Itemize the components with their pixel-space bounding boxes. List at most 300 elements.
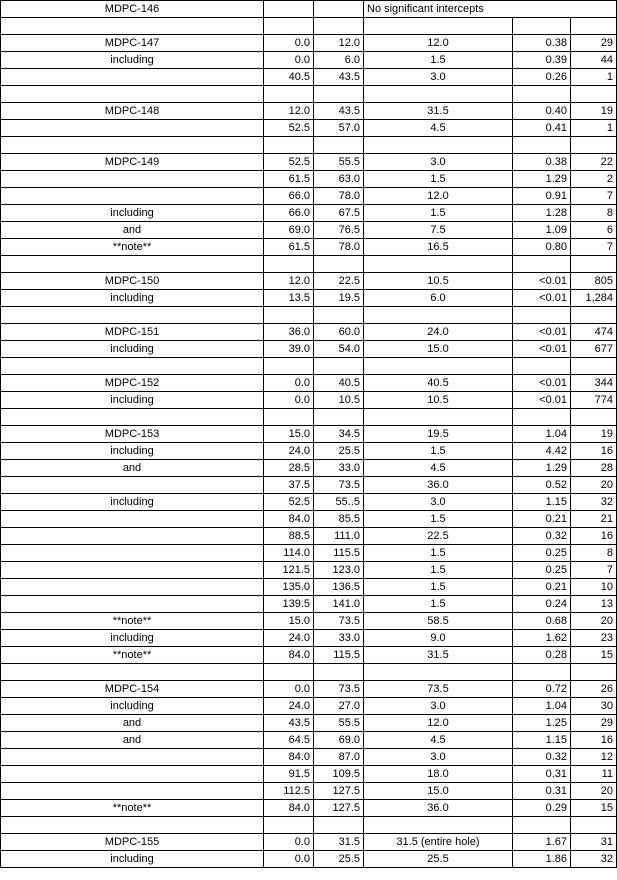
grade-cell: 1.15	[513, 732, 571, 749]
value-cell: 8	[571, 205, 617, 222]
length-cell: 1.5	[364, 52, 513, 69]
length-cell: 15.0	[364, 341, 513, 358]
value-cell: 11	[571, 766, 617, 783]
table-row	[1, 477, 617, 494]
value-cell: 1	[571, 120, 617, 137]
hole-id-cell: including	[1, 392, 264, 409]
hole-id-cell	[1, 817, 264, 834]
from-cell: 84.0	[264, 647, 314, 664]
hole-id-cell: **note**	[1, 800, 264, 817]
to-cell: 111.0	[314, 528, 364, 545]
hole-id-cell	[1, 307, 264, 324]
grade-cell: 0.40	[513, 103, 571, 120]
to-cell: 127.5	[314, 783, 364, 800]
length-cell: 1.5	[364, 579, 513, 596]
to-cell: 54.0	[314, 341, 364, 358]
table-row	[1, 239, 617, 256]
hole-id-cell	[1, 409, 264, 426]
table-row	[1, 528, 617, 545]
to-cell: 115.5	[314, 545, 364, 562]
hole-id-cell	[1, 120, 264, 137]
length-cell: 4.5	[364, 460, 513, 477]
from-cell: 114.0	[264, 545, 314, 562]
from-cell: 13.5	[264, 290, 314, 307]
grade-cell: 0.52	[513, 477, 571, 494]
length-cell	[364, 307, 513, 324]
value-cell: 13	[571, 596, 617, 613]
from-cell	[264, 409, 314, 426]
grade-cell: <0.01	[513, 392, 571, 409]
from-cell	[264, 358, 314, 375]
length-cell	[364, 18, 513, 35]
spacer-row	[1, 137, 617, 154]
length-cell: 4.5	[364, 732, 513, 749]
grade-cell: 0.25	[513, 562, 571, 579]
from-cell: 52.5	[264, 120, 314, 137]
value-cell: 12	[571, 749, 617, 766]
to-cell: 76.5	[314, 222, 364, 239]
hole-id-cell	[1, 766, 264, 783]
grade-cell: 0.38	[513, 35, 571, 52]
from-cell: 52.5	[264, 494, 314, 511]
hole-id-cell	[1, 358, 264, 375]
grade-cell	[513, 18, 571, 35]
value-cell: 32	[571, 494, 617, 511]
value-cell: 344	[571, 375, 617, 392]
from-cell: 0.0	[264, 834, 314, 851]
from-cell: 12.0	[264, 103, 314, 120]
from-cell: 37.5	[264, 477, 314, 494]
from-cell: 39.0	[264, 341, 314, 358]
table-row	[1, 290, 617, 307]
table-row	[1, 715, 617, 732]
value-cell: 19	[571, 426, 617, 443]
grade-cell: 0.24	[513, 596, 571, 613]
from-cell: 0.0	[264, 851, 314, 868]
to-cell: 141.0	[314, 596, 364, 613]
value-cell: 1,284	[571, 290, 617, 307]
to-cell: 123.0	[314, 562, 364, 579]
to-cell: 31.5	[314, 834, 364, 851]
length-cell	[364, 86, 513, 103]
hole-id-cell: including	[1, 851, 264, 868]
value-cell: 22	[571, 154, 617, 171]
length-cell: 3.0	[364, 154, 513, 171]
table-row	[1, 171, 617, 188]
table-row	[1, 443, 617, 460]
grade-cell: 1.29	[513, 460, 571, 477]
table-row	[1, 273, 617, 290]
hole-id-cell	[1, 188, 264, 205]
grade-cell: 0.72	[513, 681, 571, 698]
grade-cell	[513, 664, 571, 681]
from-cell: 52.5	[264, 154, 314, 171]
grade-cell: 0.39	[513, 52, 571, 69]
to-cell: 73.5	[314, 613, 364, 630]
to-cell	[314, 1, 364, 18]
table-row	[1, 800, 617, 817]
table-row	[1, 579, 617, 596]
hole-id-cell	[1, 511, 264, 528]
table-row	[1, 647, 617, 664]
from-cell: 88.5	[264, 528, 314, 545]
grade-cell: 0.91	[513, 188, 571, 205]
length-cell: 12.0	[364, 35, 513, 52]
from-cell: 91.5	[264, 766, 314, 783]
hole-id-cell	[1, 545, 264, 562]
to-cell: 73.5	[314, 681, 364, 698]
hole-id-cell: including	[1, 698, 264, 715]
from-cell: 28.5	[264, 460, 314, 477]
length-cell: 1.5	[364, 562, 513, 579]
to-cell	[314, 664, 364, 681]
from-cell: 64.5	[264, 732, 314, 749]
table-row	[1, 392, 617, 409]
length-cell: 31.5 (entire hole)	[364, 834, 513, 851]
grade-cell: 1.09	[513, 222, 571, 239]
hole-id-cell	[1, 664, 264, 681]
value-cell	[571, 137, 617, 154]
from-cell: 40.5	[264, 69, 314, 86]
hole-id-cell	[1, 596, 264, 613]
from-cell	[264, 307, 314, 324]
spacer-row	[1, 18, 617, 35]
value-cell: 16	[571, 528, 617, 545]
spacer-row	[1, 409, 617, 426]
table-row	[1, 426, 617, 443]
hole-id-cell: including	[1, 52, 264, 69]
value-cell: 7	[571, 239, 617, 256]
grade-cell: <0.01	[513, 341, 571, 358]
to-cell: 87.0	[314, 749, 364, 766]
hole-id-cell: MDPC-148	[1, 103, 264, 120]
from-cell: 135.0	[264, 579, 314, 596]
to-cell: 27.0	[314, 698, 364, 715]
length-cell: 7.5	[364, 222, 513, 239]
from-cell: 36.0	[264, 324, 314, 341]
to-cell: 109.5	[314, 766, 364, 783]
from-cell: 84.0	[264, 511, 314, 528]
value-cell: 7	[571, 188, 617, 205]
grade-cell: 1.29	[513, 171, 571, 188]
table-row	[1, 630, 617, 647]
value-cell: 774	[571, 392, 617, 409]
to-cell	[314, 409, 364, 426]
hole-id-cell	[1, 171, 264, 188]
grade-cell: 0.32	[513, 749, 571, 766]
to-cell	[314, 256, 364, 273]
grade-cell: <0.01	[513, 273, 571, 290]
table-row	[1, 698, 617, 715]
hole-id-cell	[1, 528, 264, 545]
table-row	[1, 732, 617, 749]
value-cell: 805	[571, 273, 617, 290]
value-cell: 19	[571, 103, 617, 120]
grade-cell: 0.32	[513, 528, 571, 545]
grade-cell	[513, 307, 571, 324]
hole-id-cell: MDPC-150	[1, 273, 264, 290]
from-cell	[264, 817, 314, 834]
to-cell: 127.5	[314, 800, 364, 817]
from-cell	[264, 18, 314, 35]
table-row	[1, 545, 617, 562]
to-cell	[314, 817, 364, 834]
length-cell: 58.5	[364, 613, 513, 630]
to-cell: 69.0	[314, 732, 364, 749]
length-cell: 10.5	[364, 273, 513, 290]
to-cell	[314, 358, 364, 375]
to-cell: 55.5	[314, 154, 364, 171]
table-row	[1, 341, 617, 358]
value-cell: 29	[571, 35, 617, 52]
from-cell: 15.0	[264, 613, 314, 630]
table-row	[1, 375, 617, 392]
grade-cell: 0.80	[513, 239, 571, 256]
to-cell: 43.5	[314, 69, 364, 86]
table-row	[1, 188, 617, 205]
value-cell: 20	[571, 613, 617, 630]
hole-id-cell	[1, 749, 264, 766]
length-cell: 25.5	[364, 851, 513, 868]
value-cell: 44	[571, 52, 617, 69]
table-row	[1, 120, 617, 137]
table-row	[1, 851, 617, 868]
table-row	[1, 35, 617, 52]
length-cell: 31.5	[364, 103, 513, 120]
length-cell: 73.5	[364, 681, 513, 698]
grade-cell: 1.04	[513, 426, 571, 443]
hole-id-cell: MDPC-147	[1, 35, 264, 52]
table-row	[1, 222, 617, 239]
grade-cell: 0.38	[513, 154, 571, 171]
length-cell: 24.0	[364, 324, 513, 341]
hole-id-cell: and	[1, 222, 264, 239]
hole-id-cell	[1, 562, 264, 579]
value-cell: 7	[571, 562, 617, 579]
value-cell: 1	[571, 69, 617, 86]
spacer-row	[1, 86, 617, 103]
length-cell: 1.5	[364, 545, 513, 562]
grade-cell	[513, 256, 571, 273]
hole-id-cell	[1, 579, 264, 596]
length-cell	[364, 137, 513, 154]
hole-id-cell: and	[1, 732, 264, 749]
to-cell: 10.5	[314, 392, 364, 409]
table-row	[1, 511, 617, 528]
value-cell: 6	[571, 222, 617, 239]
length-cell: 31.5	[364, 647, 513, 664]
table-row	[1, 69, 617, 86]
grade-cell: 1.86	[513, 851, 571, 868]
length-cell: 10.5	[364, 392, 513, 409]
grade-cell	[513, 817, 571, 834]
from-cell: 12.0	[264, 273, 314, 290]
length-cell	[364, 664, 513, 681]
to-cell: 78.0	[314, 239, 364, 256]
length-cell: 1.5	[364, 205, 513, 222]
length-cell: 12.0	[364, 715, 513, 732]
length-cell: 1.5	[364, 443, 513, 460]
grade-cell: 0.41	[513, 120, 571, 137]
length-cell: 22.5	[364, 528, 513, 545]
from-cell	[264, 1, 314, 18]
table-row	[1, 460, 617, 477]
grade-cell: 0.31	[513, 783, 571, 800]
to-cell: 57.0	[314, 120, 364, 137]
hole-id-cell: MDPC-153	[1, 426, 264, 443]
from-cell: 84.0	[264, 800, 314, 817]
grade-cell: 1.67	[513, 834, 571, 851]
to-cell: 78.0	[314, 188, 364, 205]
to-cell: 85.5	[314, 511, 364, 528]
grade-cell	[513, 137, 571, 154]
hole-id-cell: including	[1, 205, 264, 222]
length-cell: 36.0	[364, 477, 513, 494]
value-cell: 474	[571, 324, 617, 341]
hole-id-cell	[1, 477, 264, 494]
length-cell: 16.5	[364, 239, 513, 256]
from-cell: 112.5	[264, 783, 314, 800]
length-cell: 3.0	[364, 698, 513, 715]
grade-cell: <0.01	[513, 324, 571, 341]
from-cell: 66.0	[264, 188, 314, 205]
from-cell: 0.0	[264, 392, 314, 409]
to-cell: 33.0	[314, 460, 364, 477]
to-cell: 12.0	[314, 35, 364, 52]
value-cell: 677	[571, 341, 617, 358]
value-cell	[571, 817, 617, 834]
grade-cell: 1.04	[513, 698, 571, 715]
from-cell	[264, 86, 314, 103]
grade-cell: 0.31	[513, 766, 571, 783]
hole-id-cell: MDPC-155	[1, 834, 264, 851]
hole-id-cell: including	[1, 341, 264, 358]
spacer-row	[1, 307, 617, 324]
hole-id-cell: **note**	[1, 239, 264, 256]
from-cell: 121.5	[264, 562, 314, 579]
grade-cell: 1.15	[513, 494, 571, 511]
length-cell: 3.0	[364, 69, 513, 86]
hole-id-cell: including	[1, 290, 264, 307]
length-cell: 40.5	[364, 375, 513, 392]
to-cell: 136.5	[314, 579, 364, 596]
value-cell: 15	[571, 647, 617, 664]
hole-id-cell: and	[1, 715, 264, 732]
from-cell: 24.0	[264, 443, 314, 460]
value-cell	[571, 409, 617, 426]
value-cell: 29	[571, 715, 617, 732]
value-cell: 30	[571, 698, 617, 715]
to-cell: 73.5	[314, 477, 364, 494]
to-cell: 25.5	[314, 443, 364, 460]
grade-cell: 0.21	[513, 511, 571, 528]
from-cell: 61.5	[264, 171, 314, 188]
value-cell: 20	[571, 783, 617, 800]
spacer-row	[1, 256, 617, 273]
to-cell	[314, 86, 364, 103]
table-row	[1, 596, 617, 613]
to-cell: 40.5	[314, 375, 364, 392]
hole-id-cell: MDPC-151	[1, 324, 264, 341]
table-row	[1, 766, 617, 783]
grade-cell: 0.28	[513, 647, 571, 664]
grade-cell: 0.21	[513, 579, 571, 596]
to-cell: 34.5	[314, 426, 364, 443]
to-cell: 22.5	[314, 273, 364, 290]
table-row	[1, 783, 617, 800]
table-row	[1, 324, 617, 341]
table-row	[1, 562, 617, 579]
grade-cell: <0.01	[513, 375, 571, 392]
from-cell: 0.0	[264, 35, 314, 52]
length-cell: 6.0	[364, 290, 513, 307]
table-row	[1, 749, 617, 766]
to-cell: 6.0	[314, 52, 364, 69]
from-cell	[264, 256, 314, 273]
hole-id-cell	[1, 18, 264, 35]
length-cell: 9.0	[364, 630, 513, 647]
to-cell: 115.5	[314, 647, 364, 664]
grade-cell: 0.68	[513, 613, 571, 630]
length-cell: 36.0	[364, 800, 513, 817]
table-row	[1, 52, 617, 69]
length-cell: 19.5	[364, 426, 513, 443]
value-cell: 8	[571, 545, 617, 562]
value-cell: 15	[571, 800, 617, 817]
grade-cell: <0.01	[513, 290, 571, 307]
value-cell: 32	[571, 851, 617, 868]
grade-cell: 4.42	[513, 443, 571, 460]
value-cell	[571, 307, 617, 324]
grade-cell	[513, 409, 571, 426]
length-cell	[364, 256, 513, 273]
table-row	[1, 205, 617, 222]
length-cell: 3.0	[364, 749, 513, 766]
table-row	[1, 154, 617, 171]
hole-id-cell	[1, 69, 264, 86]
value-cell	[571, 86, 617, 103]
value-cell: 21	[571, 511, 617, 528]
value-cell: 16	[571, 732, 617, 749]
grade-cell: 0.25	[513, 545, 571, 562]
grade-cell: 1.62	[513, 630, 571, 647]
hole-id-cell	[1, 256, 264, 273]
grade-cell: 1.28	[513, 205, 571, 222]
from-cell: 24.0	[264, 630, 314, 647]
hole-id-cell: MDPC-149	[1, 154, 264, 171]
to-cell: 43.5	[314, 103, 364, 120]
length-cell: 12.0	[364, 188, 513, 205]
length-cell: 18.0	[364, 766, 513, 783]
value-cell: 23	[571, 630, 617, 647]
value-cell: 2	[571, 171, 617, 188]
from-cell: 61.5	[264, 239, 314, 256]
hole-id-cell: **note**	[1, 613, 264, 630]
grade-cell	[513, 86, 571, 103]
grade-cell	[513, 358, 571, 375]
length-cell: 1.5	[364, 511, 513, 528]
to-cell: 55..5	[314, 494, 364, 511]
from-cell	[264, 664, 314, 681]
table-row	[1, 613, 617, 630]
from-cell: 0.0	[264, 52, 314, 69]
to-cell: 60.0	[314, 324, 364, 341]
value-cell	[571, 256, 617, 273]
to-cell: 19.5	[314, 290, 364, 307]
to-cell	[314, 307, 364, 324]
table-row	[1, 494, 617, 511]
value-cell: 26	[571, 681, 617, 698]
